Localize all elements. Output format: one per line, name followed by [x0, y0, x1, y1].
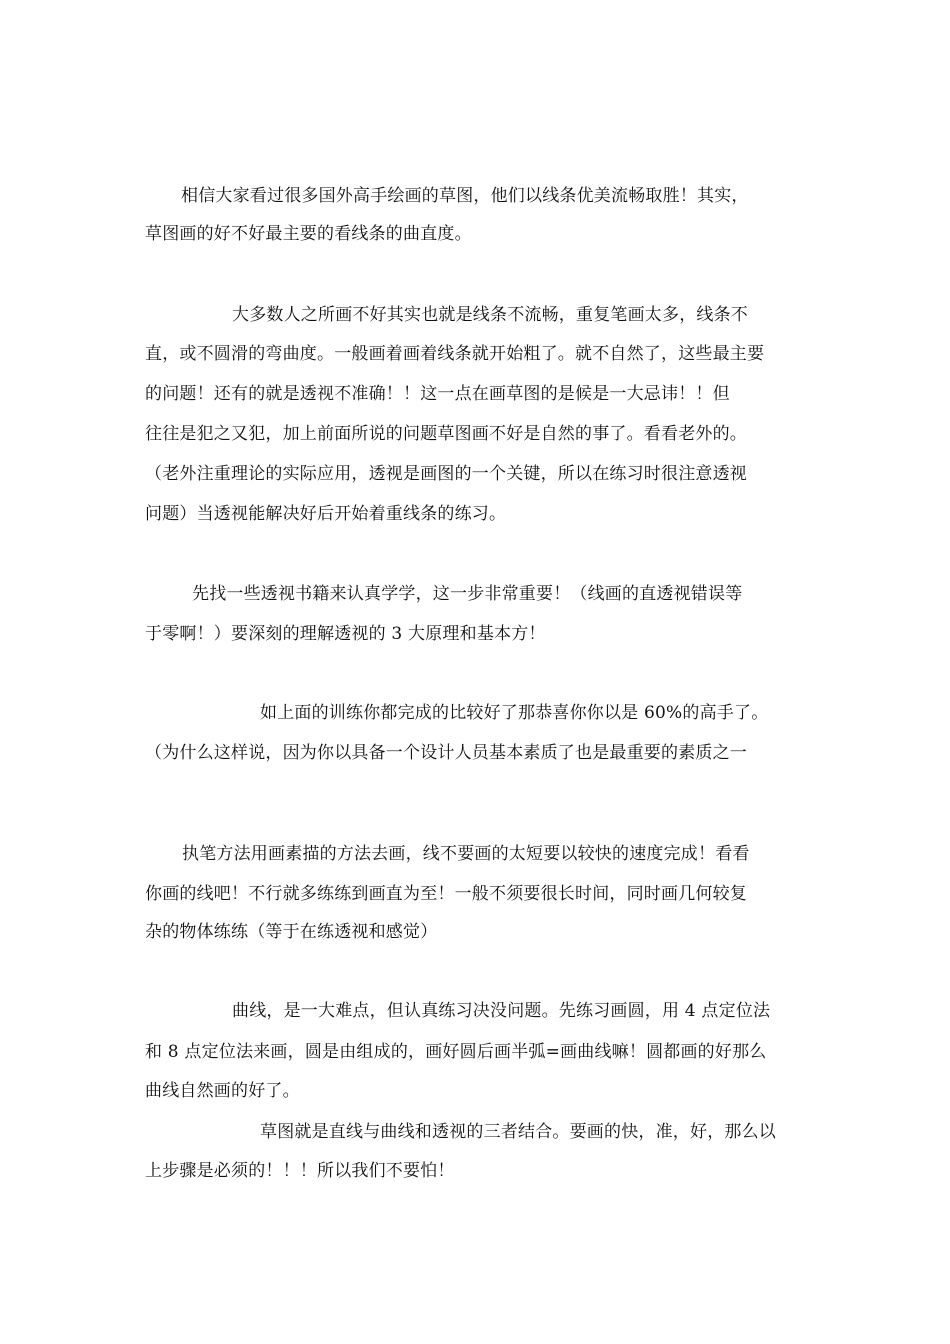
paragraph-2-line-5: （老外注重理论的实际应用，透视是画图的一个关键，所以在练习时很注意透视 — [145, 464, 747, 484]
paragraph-5-line-3: 杂的物体练练（等于在练透视和感觉） — [145, 922, 438, 942]
paragraph-1-line-1: 相信大家看过很多国外高手绘画的草图，他们以线条优美流畅取胜！其实， — [181, 186, 749, 206]
paragraph-1-line-2: 草图画的好不好最主要的看线条的曲直度。 — [145, 224, 472, 244]
paragraph-5-line-2: 你画的线吧！不行就多练练到画直为至！一般不须要很长时间，同时画几何较复 — [145, 884, 747, 904]
paragraph-7-line-2: 上步骤是必须的！！！所以我们不要怕！ — [145, 1161, 455, 1181]
paragraph-2-line-6: 问题）当透视能解决好后开始着重线条的练习。 — [145, 504, 507, 524]
paragraph-2-line-2: 直，或不圆滑的弯曲度。一般画着画着线条就开始粗了。就不自然了，这些最主要 — [145, 344, 765, 364]
paragraph-3-line-1: 先找一些透视书籍来认真学学，这一步非常重要！（线画的直透视错误等 — [192, 584, 743, 604]
paragraph-2-line-4: 往往是犯之又犯，加上前面所说的问题草图画不好是自然的事了。看看老外的。 — [145, 424, 747, 444]
paragraph-5-line-1: 执笔方法用画素描的方法去画，线不要画的太短要以较快的速度完成！看看 — [182, 844, 750, 864]
paragraph-4-line-1: 如上面的训练你都完成的比较好了那恭喜你你以是 60%的高手了。 — [260, 703, 769, 723]
paragraph-2-line-3: 的问题！还有的就是透视不准确！！这一点在画草图的是候是一大忌讳！！但 — [145, 384, 730, 404]
paragraph-3-line-2: 于零啊！）要深刻的理解透视的 3 大原理和基本方！ — [145, 624, 546, 644]
paragraph-7-line-1: 草图就是直线与曲线和透视的三者结合。要画的快，准，好，那么以 — [260, 1122, 776, 1142]
paragraph-2-line-1: 大多数人之所画不好其实也就是线条不流畅，重复笔画太多，线条不 — [232, 305, 748, 325]
paragraph-6-line-3: 曲线自然画的好了。 — [145, 1081, 300, 1101]
paragraph-4-line-2: （为什么这样说，因为你以具备一个设计人员基本素质了也是最重要的素质之一 — [145, 743, 747, 763]
paragraph-6-line-2: 和 8 点定位法来画，圆是由组成的，画好圆后画半弧=画曲线嘛！圆都画的好那么 — [145, 1042, 767, 1062]
paragraph-6-line-1: 曲线，是一大难点，但认真练习决没问题。先练习画圆，用 4 点定位法 — [232, 1001, 771, 1021]
